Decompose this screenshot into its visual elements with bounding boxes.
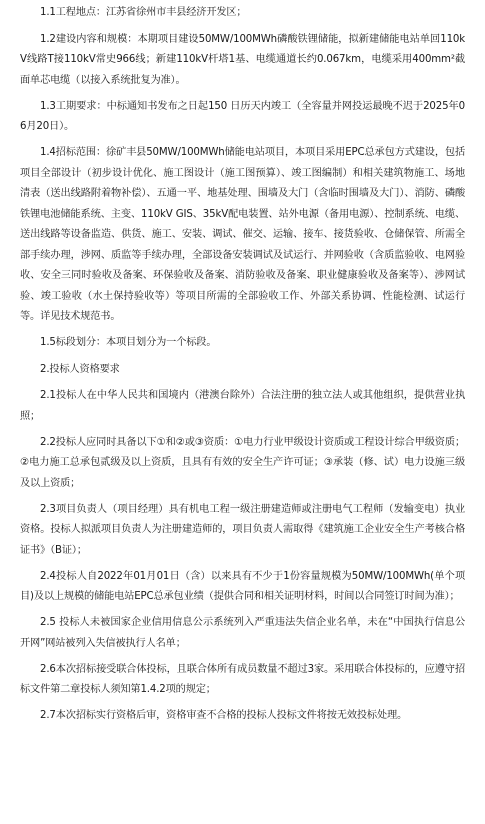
paragraph-construction-scope: 1.2建设内容和规模：本期项目建设50MW/100MWh磷酸铁锂储能，拟新建储能电站单回110kV线路T接110kV常史966线；新建110kV杆塔1基、电缆通道长约0.067km，电缆采用400mm²截面单芯电缆（以接入系统批复为准）。 <box>20 33 465 86</box>
paragraph-legal-entity: 2.1投标人在中华人民共和国境内（港澳台除外）合法注册的独立法人或其他组织，提供营业执照； <box>20 390 465 422</box>
paragraph-credit-record: 2.5 投标人未被国家企业信用信息公示系统列入严重违法失信企业名单，未在“中国执行信息公开网”网站被列入失信被执行人名单； <box>20 617 465 649</box>
section-heading-bidder-qualification: 2.投标人资格要求 <box>40 363 120 375</box>
paragraph-post-qualification: 2.7本次招标实行资格后审，资格审查不合格的投标人投标文件将按无效投标处理。 <box>40 710 408 721</box>
paragraph-schedule-requirement: 1.3工期要求：中标通知书发布之日起150 日历天内竣工（全容量并网投运最晚不迟于2025年06月20日）。 <box>20 100 465 132</box>
paragraph-lot-division: 1.5标段划分：本项目划分为一个标段。 <box>40 337 217 348</box>
paragraph-consortium: 2.6本次招标接受联合体投标，且联合体所有成员数量不超过3家。采用联合体投标的，应遵守招标文件第二章投标人须知第1.4.2项的规定； <box>20 663 465 695</box>
paragraph-bidding-scope: 1.4招标范围：徐矿丰县50MW/100MWh储能电站项目，本项目采用EPC总承包方式建设，包括项目全部设计（初步设计优化、施工图设计（施工图预算）、竣工图编制）和相关建筑物施工、场地清表（送出线路附着物补偿）、五通一平、地基处理、围墙及大门（含临时围墙及大门）、消防、磷酸铁锂电池储能系统、主变、110kV GIS、35kV配电装置、站外电源（备用电源）、控制系统、电缆、送出线路等设备监造、供货、施工、安装、调试、催交、运输、接车、接货验收、仓储保管、所需全部手续办理，涉网、质监等手续办理，全部设备安装调试及试运行、并网验收（含质监验收、电网验收、安全三同时验收及备案、环保验收及备案、消防验收及备案、职业健康验收及备案等）、涉网试验、竣工验收（水土保持验收等）等项目所需的全部验收工作、外部关系协调、性能检测、试运行等。详见技术规范书。 <box>20 147 465 322</box>
paragraph-project-manager: 2.3项目负责人（项目经理）具有机电工程一级注册建造师或注册电气工程师（发输变电）执业资格。投标人拟派项目负责人为注册建造师的，项目负责人需取得《建筑施工企业安全生产考核合格证书》（B证）； <box>20 503 465 556</box>
paragraph-project-location: 1.1工程地点：江苏省徐州市丰县经济开发区； <box>40 7 247 18</box>
paragraph-performance-record: 2.4投标人自2022年01月01日（含）以来具有不少于1份容量规模为50MW/100MWh(单个项目)及以上规模的储能电站EPC总承包业绩（提供合同和相关证明材料，时间以合同签订时间为准）； <box>20 570 465 602</box>
paragraph-qualification-certificates: 2.2投标人应同时具备以下①和②或③资质：①电力行业甲级设计资质或工程设计综合甲级资质；②电力施工总承包贰级及以上资质，且具有有效的安全生产许可证；③承装（修、试）电力设施三级及以上资质； <box>20 436 465 489</box>
